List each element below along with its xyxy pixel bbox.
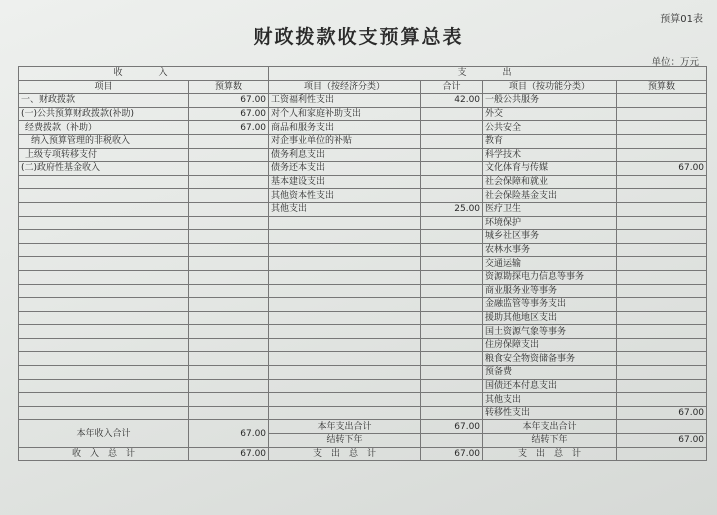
carry-label: 结转下年 [269, 434, 421, 448]
column-header-row [19, 80, 707, 94]
func-item-cell: 外交 [483, 107, 617, 121]
econ-total-cell [421, 366, 483, 380]
table-row [19, 216, 707, 230]
income-item-cell [19, 379, 189, 393]
econ-total-cell [421, 162, 483, 176]
econ-total-cell [421, 284, 483, 298]
income-item-cell [19, 406, 189, 420]
form-code: 预算01表 [660, 14, 703, 25]
income-budget-cell: 67.00 [189, 121, 269, 135]
econ-total-cell [421, 298, 483, 312]
econ-item-cell: 基本建设支出 [269, 175, 421, 189]
func-item-header: 项目（按功能分类） [483, 80, 617, 94]
income-item-cell [19, 298, 189, 312]
func-budget-cell [617, 270, 707, 284]
func-year-label: 本年支出合计 [483, 420, 617, 434]
econ-item-cell [269, 284, 421, 298]
expense-group-header: 支 出 [269, 67, 707, 81]
func-budget-cell [617, 94, 707, 108]
income-budget-cell: 67.00 [189, 94, 269, 108]
econ-item-cell [269, 216, 421, 230]
income-budget-cell [189, 338, 269, 352]
econ-total-cell [421, 216, 483, 230]
econ-total-cell: 42.00 [421, 94, 483, 108]
table-row [19, 243, 707, 257]
econ-total-cell [421, 243, 483, 257]
func-item-cell: 资源勘探电力信息等事务 [483, 270, 617, 284]
func-carry-value: 67.00 [617, 434, 707, 448]
econ-item-cell [269, 257, 421, 271]
carry-value [421, 434, 483, 448]
income-item-cell [19, 243, 189, 257]
econ-total-cell [421, 189, 483, 203]
table-row [19, 202, 707, 216]
income-budget-cell [189, 325, 269, 339]
summary-section [19, 420, 707, 461]
econ-total-cell [421, 338, 483, 352]
table-row [19, 270, 707, 284]
func-budget-header: 预算数 [617, 80, 707, 94]
econ-item-cell [269, 230, 421, 244]
func-budget-cell [617, 202, 707, 216]
econ-total-cell [421, 121, 483, 135]
func-budget-cell [617, 121, 707, 135]
func-budget-cell [617, 175, 707, 189]
func-item-cell: 医疗卫生 [483, 202, 617, 216]
econ-total-cell [421, 230, 483, 244]
func-budget-cell [617, 298, 707, 312]
func-budget-cell [617, 338, 707, 352]
table-row [19, 284, 707, 298]
table-row [19, 406, 707, 420]
econ-total-cell [421, 257, 483, 271]
econ-item-cell: 工资福利性支出 [269, 94, 421, 108]
income-budget-cell [189, 257, 269, 271]
func-item-cell: 社会保障和就业 [483, 175, 617, 189]
func-budget-cell: 67.00 [617, 406, 707, 420]
table-row [19, 352, 707, 366]
income-item-cell [19, 257, 189, 271]
func-item-cell: 文化体育与传媒 [483, 162, 617, 176]
income-budget-cell [189, 298, 269, 312]
func-item-cell: 商业服务业等事务 [483, 284, 617, 298]
econ-total-cell: 25.00 [421, 202, 483, 216]
table-row [19, 94, 707, 108]
expense-total-value: 67.00 [421, 447, 483, 461]
func-item-cell: 援助其他地区支出 [483, 311, 617, 325]
income-item-cell [19, 366, 189, 380]
income-budget-cell [189, 379, 269, 393]
func-budget-cell [617, 311, 707, 325]
econ-item-cell [269, 243, 421, 257]
func-item-cell: 社会保险基金支出 [483, 189, 617, 203]
income-budget-cell: 67.00 [189, 107, 269, 121]
income-item-cell [19, 338, 189, 352]
income-item-cell [19, 311, 189, 325]
income-budget-cell [189, 148, 269, 162]
income-budget-cell [189, 202, 269, 216]
func-budget-cell [617, 216, 707, 230]
income-item-cell [19, 216, 189, 230]
econ-item-cell [269, 393, 421, 407]
income-budget-cell [189, 134, 269, 148]
income-item-cell [19, 352, 189, 366]
income-budget-cell [189, 162, 269, 176]
econ-total-cell [421, 175, 483, 189]
func-item-cell: 粮食安全物资储备事务 [483, 352, 617, 366]
econ-total-cell [421, 379, 483, 393]
expense-total-label: 支 出 总 计 [269, 447, 421, 461]
func-budget-cell [617, 107, 707, 121]
econ-total-cell [421, 352, 483, 366]
income-item-cell: (二)政府性基金收入 [19, 162, 189, 176]
func-item-cell: 金融监管等事务支出 [483, 298, 617, 312]
func-item-cell: 国债还本付息支出 [483, 379, 617, 393]
table-row [19, 189, 707, 203]
income-budget-cell [189, 216, 269, 230]
func-total-value [617, 447, 707, 461]
income-item-cell: 上级专项转移支付 [19, 148, 189, 162]
econ-item-cell [269, 366, 421, 380]
func-budget-cell [617, 189, 707, 203]
func-item-cell: 教育 [483, 134, 617, 148]
func-item-cell: 科学技术 [483, 148, 617, 162]
func-budget-cell [617, 134, 707, 148]
table-row [19, 379, 707, 393]
page-title: 财政拨款收支预算总表 [253, 26, 464, 48]
econ-item-cell: 其他支出 [269, 202, 421, 216]
func-item-cell: 预备费 [483, 366, 617, 380]
unit-label: 单位：万元 [651, 57, 699, 68]
table-row [19, 393, 707, 407]
income-budget-cell [189, 366, 269, 380]
econ-item-cell [269, 298, 421, 312]
income-item-cell [19, 325, 189, 339]
func-budget-cell [617, 379, 707, 393]
econ-total-cell [421, 406, 483, 420]
income-budget-cell [189, 393, 269, 407]
econ-total-cell [421, 134, 483, 148]
econ-item-cell [269, 406, 421, 420]
econ-item-cell [269, 338, 421, 352]
table-row [19, 175, 707, 189]
econ-item-cell [269, 311, 421, 325]
econ-item-cell: 债务利息支出 [269, 148, 421, 162]
econ-item-header: 项目（按经济分类） [269, 80, 421, 94]
income-year-label: 本年收入合计 [19, 420, 189, 447]
func-item-cell: 农林水事务 [483, 243, 617, 257]
income-item-cell: 纳入预算管理的非税收入 [19, 134, 189, 148]
econ-item-cell: 商品和服务支出 [269, 121, 421, 135]
income-item-header: 项目 [19, 80, 189, 94]
econ-item-cell [269, 270, 421, 284]
table-row [19, 325, 707, 339]
func-budget-cell [617, 243, 707, 257]
expense-year-label: 本年支出合计 [269, 420, 421, 434]
group-header-row [19, 67, 707, 81]
income-budget-cell [189, 175, 269, 189]
income-budget-header: 预算数 [189, 80, 269, 94]
econ-item-cell [269, 379, 421, 393]
summary-row-year [19, 420, 707, 434]
func-item-cell: 公共安全 [483, 121, 617, 135]
econ-total-cell [421, 270, 483, 284]
func-item-cell: 一般公共服务 [483, 94, 617, 108]
income-item-cell [19, 175, 189, 189]
func-item-cell: 其他支出 [483, 393, 617, 407]
func-budget-cell [617, 366, 707, 380]
income-item-cell [19, 189, 189, 203]
income-budget-cell [189, 311, 269, 325]
func-budget-cell: 67.00 [617, 162, 707, 176]
table-row [19, 148, 707, 162]
income-budget-cell [189, 284, 269, 298]
income-item-cell [19, 393, 189, 407]
income-budget-cell [189, 352, 269, 366]
income-budget-cell [189, 406, 269, 420]
table-row [19, 230, 707, 244]
func-item-cell: 转移性支出 [483, 406, 617, 420]
econ-total-cell [421, 148, 483, 162]
total-header: 合计 [421, 80, 483, 94]
econ-total-cell [421, 311, 483, 325]
income-item-cell: (一)公共预算财政拨款(补助) [19, 107, 189, 121]
income-item-cell [19, 202, 189, 216]
econ-item-cell: 对个人和家庭补助支出 [269, 107, 421, 121]
table-row [19, 162, 707, 176]
func-item-cell: 环境保护 [483, 216, 617, 230]
income-group-header: 收 入 [19, 67, 269, 81]
econ-item-cell: 对企事业单位的补贴 [269, 134, 421, 148]
income-budget-cell [189, 243, 269, 257]
econ-total-cell [421, 393, 483, 407]
func-budget-cell [617, 325, 707, 339]
func-total-label: 支 出 总 计 [483, 447, 617, 461]
econ-item-cell [269, 352, 421, 366]
table-row [19, 121, 707, 135]
budget-table [18, 66, 707, 461]
table-row [19, 298, 707, 312]
income-item-cell [19, 270, 189, 284]
econ-item-cell: 债务还本支出 [269, 162, 421, 176]
econ-total-cell [421, 325, 483, 339]
income-total-value: 67.00 [189, 447, 269, 461]
func-budget-cell [617, 284, 707, 298]
func-carry-label: 结转下年 [483, 434, 617, 448]
table-row [19, 257, 707, 271]
income-item-cell [19, 230, 189, 244]
econ-item-cell [269, 325, 421, 339]
table-row [19, 338, 707, 352]
table-row [19, 366, 707, 380]
econ-item-cell: 其他资本性支出 [269, 189, 421, 203]
func-item-cell: 国土资源气象等事务 [483, 325, 617, 339]
income-year-value: 67.00 [189, 420, 269, 447]
income-item-cell: 经费拨款（补助） [19, 121, 189, 135]
summary-row-total [19, 447, 707, 461]
income-budget-cell [189, 189, 269, 203]
income-budget-cell [189, 270, 269, 284]
func-budget-cell [617, 230, 707, 244]
func-budget-cell [617, 257, 707, 271]
table-row [19, 134, 707, 148]
table-row [19, 107, 707, 121]
func-item-cell: 交通运输 [483, 257, 617, 271]
income-item-cell: 一、财政拨款 [19, 94, 189, 108]
func-budget-cell [617, 393, 707, 407]
func-budget-cell [617, 352, 707, 366]
income-total-label: 收 入 总 计 [19, 447, 189, 461]
income-item-cell [19, 284, 189, 298]
table-row [19, 311, 707, 325]
func-year-value [617, 420, 707, 434]
expense-year-value: 67.00 [421, 420, 483, 434]
func-budget-cell [617, 148, 707, 162]
income-budget-cell [189, 230, 269, 244]
econ-total-cell [421, 107, 483, 121]
func-item-cell: 住房保障支出 [483, 338, 617, 352]
func-item-cell: 城乡社区事务 [483, 230, 617, 244]
